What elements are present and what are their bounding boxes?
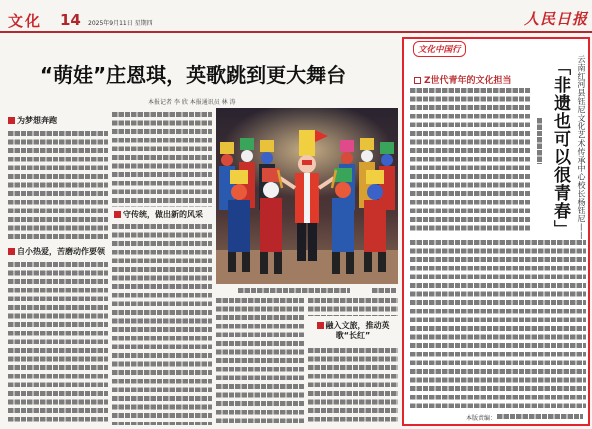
article-byline: 本报记者 李 欣 本报通讯员 林 涛 — [148, 99, 236, 106]
masthead-logo: 人民日报 — [524, 10, 589, 28]
sidebar-heading-text: Z世代青年的文化担当 — [424, 76, 512, 86]
page-number: 14 — [60, 11, 81, 29]
photo-caption — [238, 288, 350, 293]
body-text-block — [410, 88, 530, 234]
page-editors-names — [497, 414, 583, 419]
section-heading-text: 自小热爱，苦磨动作要领 — [17, 247, 105, 256]
issue-date: 2025年9月11日 星期四 — [88, 20, 153, 27]
section-heading-1 — [8, 116, 57, 126]
body-text-block — [216, 298, 304, 425]
header-rule — [0, 31, 592, 33]
section-heading-text: 融入文旅，推动英歌“长红” — [325, 321, 390, 340]
sidebar-title: 「非遗也可以很青春」 — [550, 58, 570, 238]
section-name: 文化 — [8, 12, 43, 30]
body-text-block — [112, 224, 212, 425]
column-logo: 文化中国行 — [413, 41, 466, 57]
section-heading-4 — [308, 321, 398, 341]
section-heading-text: 守传统，做出新的风采 — [123, 210, 203, 219]
square-marker-icon — [414, 77, 421, 84]
article-headline: “萌娃”庄恩琪，英歌跳到更大舞台 — [39, 63, 347, 87]
section-heading-text: 为梦想奔跑 — [17, 116, 57, 125]
sidebar-heading — [414, 73, 512, 86]
section-heading-2 — [8, 247, 105, 257]
body-text-block — [308, 298, 398, 316]
article-photo — [216, 108, 398, 284]
page-editors — [466, 413, 496, 422]
sidebar-byline — [537, 118, 542, 164]
section-marker-icon — [114, 211, 121, 218]
body-text-block — [112, 112, 212, 207]
section-heading-3 — [114, 210, 203, 220]
photo-credit — [372, 288, 396, 293]
sidebar-subtitle: 云南红河县钰尼文化艺术传承中心校长杨钰尼—— — [577, 55, 586, 240]
section-marker-icon — [8, 117, 15, 124]
section-marker-icon — [8, 248, 15, 255]
page-editors-label: 本版责编： — [466, 415, 497, 422]
body-text-block — [8, 262, 108, 425]
body-text-block — [308, 348, 398, 425]
body-text-block — [410, 240, 586, 410]
section-marker-icon — [317, 322, 324, 329]
body-text-block — [8, 131, 108, 243]
